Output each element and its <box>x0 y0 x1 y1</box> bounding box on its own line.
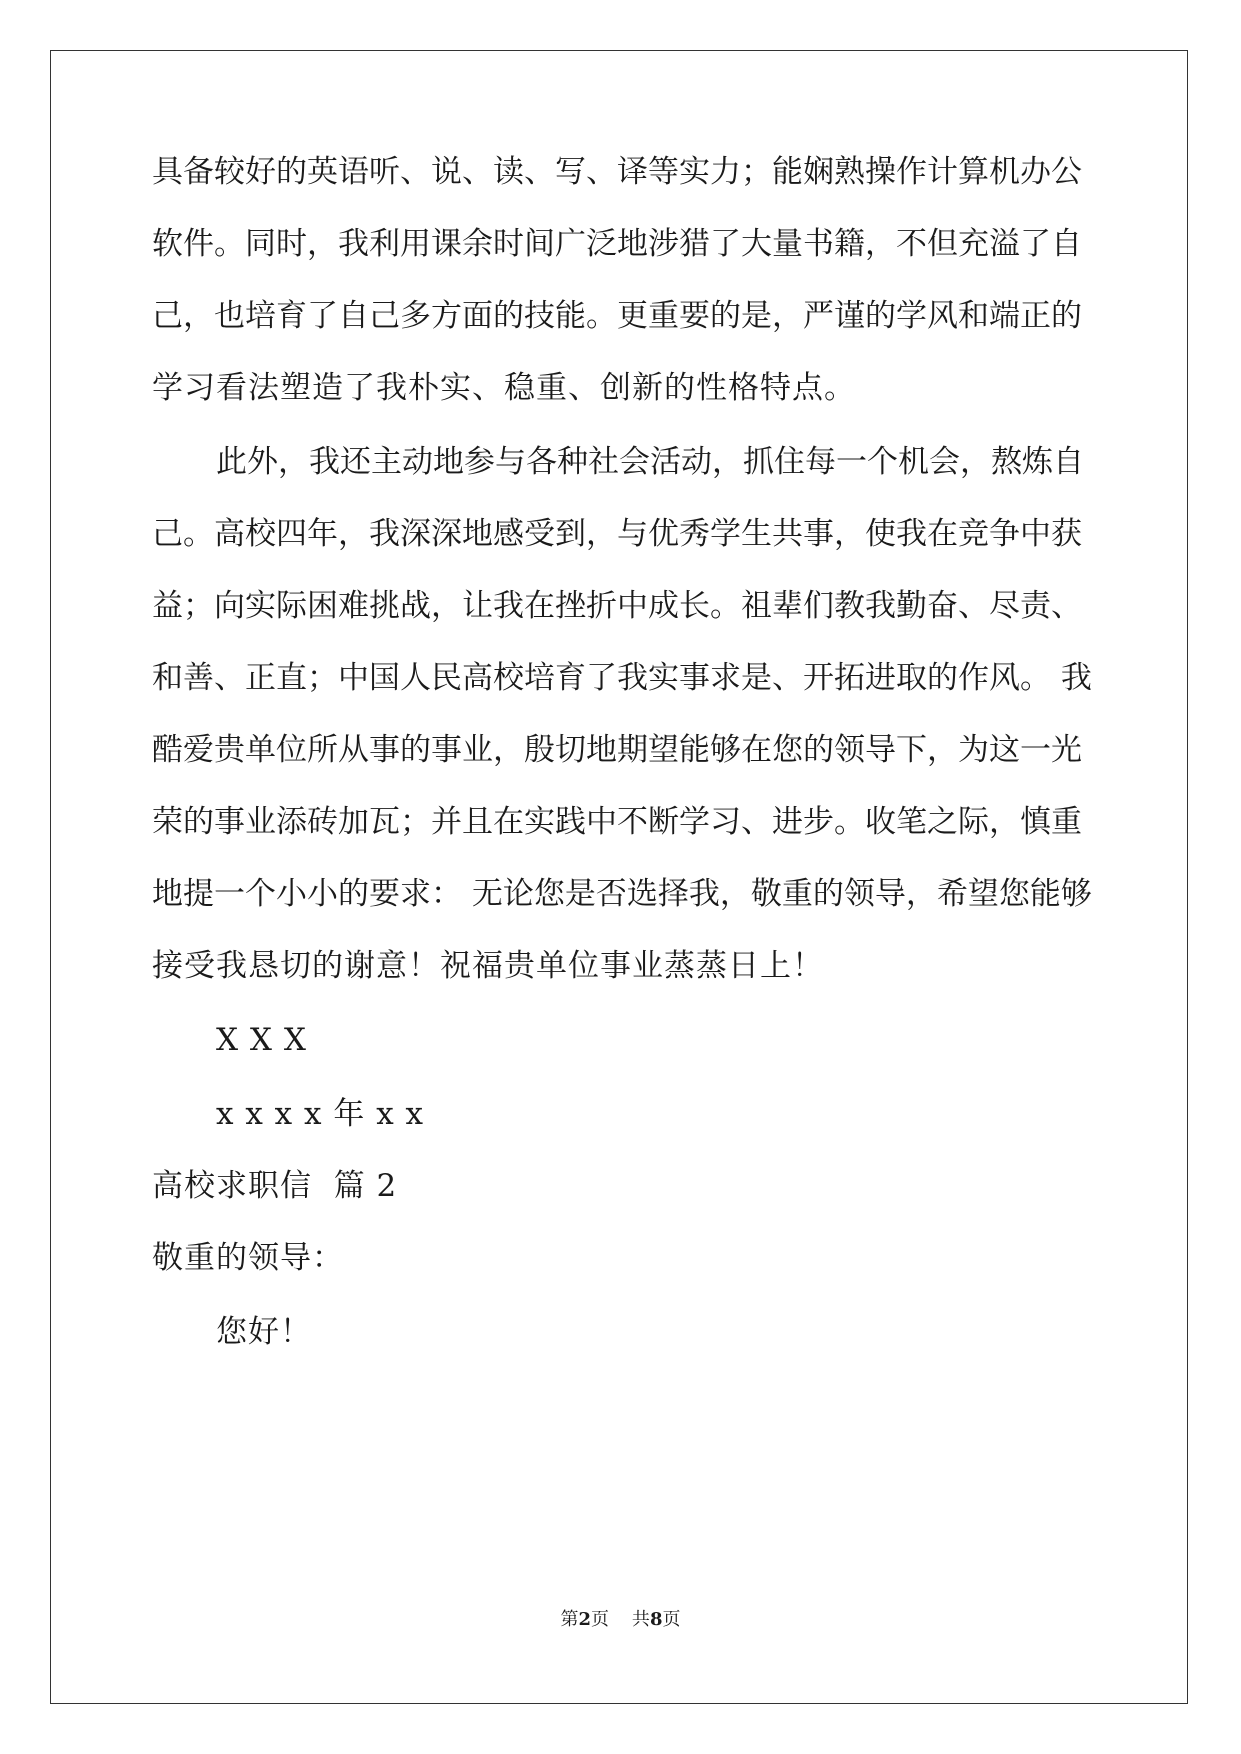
total-page-number: 8 <box>649 1609 663 1630</box>
section-title: 高校求职信 篇 2 <box>152 1168 398 1204</box>
greeting: 您好！ <box>216 1314 312 1350</box>
body-line: 软件。同时，我利用课余时间广泛地涉猎了大量书籍，不但充溢了自 <box>152 226 1082 262</box>
date-line: x x x x 年 x x <box>216 1096 425 1132</box>
page-suffix: 页 <box>662 1609 681 1630</box>
body-line: 酷爱贵单位所从事的事业，殷切地期望能够在您的领导下，为这一光 <box>152 732 1082 768</box>
body-line: 此外，我还主动地参与各种社会活动，抓住每一个机会，熬炼自 <box>216 444 1084 480</box>
body-line: 接受我恳切的谢意！祝福贵单位事业蒸蒸日上！ <box>152 948 824 984</box>
salutation: 敬重的领导： <box>152 1240 344 1276</box>
body-line: 己，也培育了自己多方面的技能。更重要的是，严谨的学风和端正的 <box>152 298 1082 334</box>
body-line: 荣的事业添砖加瓦；并且在实践中不断学习、进步。收笔之际，慎重 <box>152 804 1082 840</box>
body-line: 具备较好的英语听、说、读、写、译等实力；能娴熟操作计算机办公 <box>152 154 1082 190</box>
body-line: 地提一个小小的要求： 无论您是否选择我，敬重的领导，希望您能够 <box>152 876 1092 912</box>
page-prefix: 第 <box>560 1609 579 1630</box>
page-number-footer <box>0 1608 1241 1632</box>
current-page-number: 2 <box>578 1609 592 1630</box>
body-line: 益；向实际困难挑战，让我在挫折中成长。祖辈们教我勤奋、尽责、 <box>152 588 1082 624</box>
body-line: 己。高校四年，我深深地感受到，与优秀学生共事，使我在竞争中获 <box>152 516 1082 552</box>
page-mid-text: 页 共 <box>591 1609 650 1630</box>
body-line: 学习看法塑造了我朴实、稳重、创新的性格特点。 <box>152 370 856 406</box>
signature: X X X <box>216 1022 307 1058</box>
body-line: 和善、正直；中国人民高校培育了我实事求是、开拓进取的作风。 我 <box>152 660 1092 696</box>
